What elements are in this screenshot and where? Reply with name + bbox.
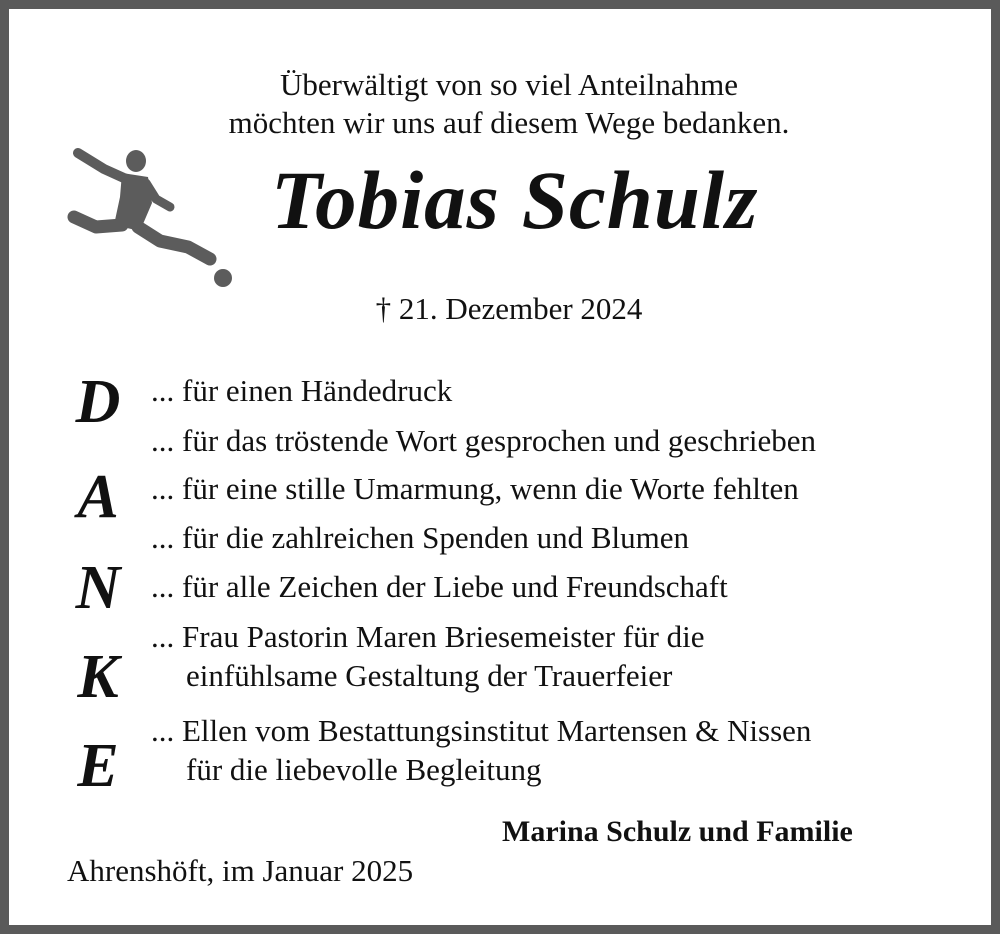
- acrostic-letter: D: [75, 368, 121, 436]
- signature: Marina Schulz und Familie: [502, 815, 853, 848]
- intro-line-2: möchten wir uns auf diesem Wege bedanken.: [228, 105, 790, 140]
- thanks-line-second: einfühlsame Gestaltung der Trauerfeier: [186, 658, 673, 693]
- place-and-date: Ahrenshöft, im Januar 2025: [67, 853, 414, 888]
- thanks-line: ... für alle Zeichen der Liebe und Freundschaft: [151, 569, 728, 604]
- thanks-line-first: ... Frau Pastorin Maren Briesemeister für die: [151, 619, 705, 654]
- thanks-line: [151, 621, 705, 691]
- acrostic-letter: K: [77, 643, 119, 711]
- acrostic-letter: E: [77, 732, 119, 800]
- death-date: † 21. Dezember 2024: [375, 291, 643, 326]
- thanks-line: [151, 715, 811, 785]
- thanks-line: ... für das tröstende Wort gesprochen und geschrieben: [151, 423, 816, 458]
- thanks-line-first: ... Ellen vom Bestattungsinstitut Martensen & Nissen: [151, 713, 812, 748]
- acrostic-letter: A: [77, 463, 119, 531]
- thanks-line: ... für einen Händedruck: [151, 373, 453, 408]
- thanks-line: ... für die zahlreichen Spenden und Blumen: [151, 520, 690, 555]
- thanks-line-second: für die liebevolle Begleitung: [186, 752, 542, 787]
- thanks-line: ... für eine stille Umarmung, wenn die Worte fehlten: [151, 471, 799, 506]
- intro-line-1: Überwältigt von so viel Anteilnahme: [279, 67, 739, 102]
- soccer-player-silhouette-icon: [64, 147, 239, 292]
- acrostic-letter: N: [75, 554, 121, 622]
- intro-text: [9, 66, 1000, 142]
- deceased-name: Tobias Schulz: [271, 154, 759, 246]
